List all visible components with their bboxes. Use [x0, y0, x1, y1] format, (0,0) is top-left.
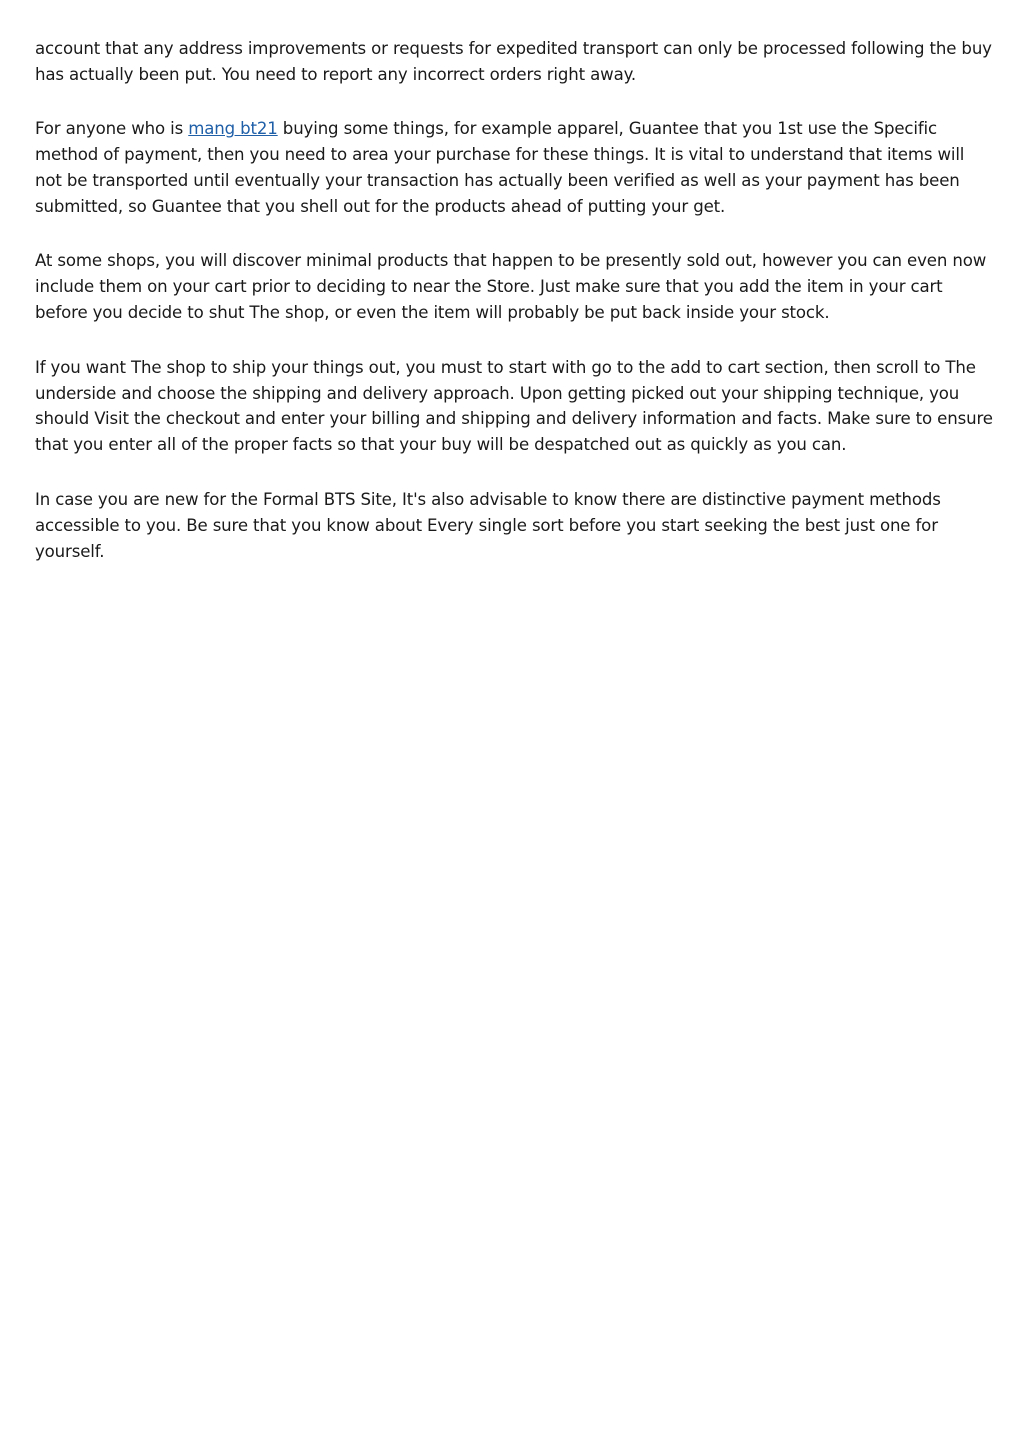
- paragraph-shipping: If you want The shop to ship your things out, you must to start with go to the add to cart section, then scroll to The underside and choose the shipping and delivery approach. Upon getting picked out your shipping technique, you should Visit the checkout and enter your billing and shipping and delivery information and facts. Make sure to ensure that you enter all of the proper facts so that your buy will be despatched out as quickly as you can.: [35, 357, 993, 455]
- paragraph-text-after-link: buying some things, for example apparel, Guantee that you 1st use the Specific method of payment, then you need to area your purchase for these things. It is vital to understand that items will not be transported until eventually your transaction has actually been verified as well as your payment has been submitted, so Guantee that you shell out for the products ahead of putting your get.: [35, 119, 965, 217]
- paragraph-sold-out-products: At some shops, you will discover minimal products that happen to be presently sold out, however you can even now include them on your cart prior to deciding to near the Store. Just make sure that you add the item in your cart before you decide to shut The shop, or even the item will probably be put back inside your stock.: [35, 251, 987, 323]
- paragraph-payment-method: [35, 116, 993, 220]
- paragraph-text-before-link: For anyone who is: [35, 119, 189, 139]
- mang-bt21-link[interactable]: mang bt21: [188, 119, 278, 139]
- paragraph-payment-options: In case you are new for the Formal BTS Site, It's also advisable to know there are distinctive payment methods accessible to you. Be sure that you know about Every single sort before you start seeking the best just one for yourself.: [35, 489, 941, 561]
- document-body: [35, 36, 993, 593]
- paragraph-address-changes: account that any address improvements or requests for expedited transport can only be processed following the buy has actually been put. You need to report any incorrect orders right away.: [35, 39, 992, 84]
